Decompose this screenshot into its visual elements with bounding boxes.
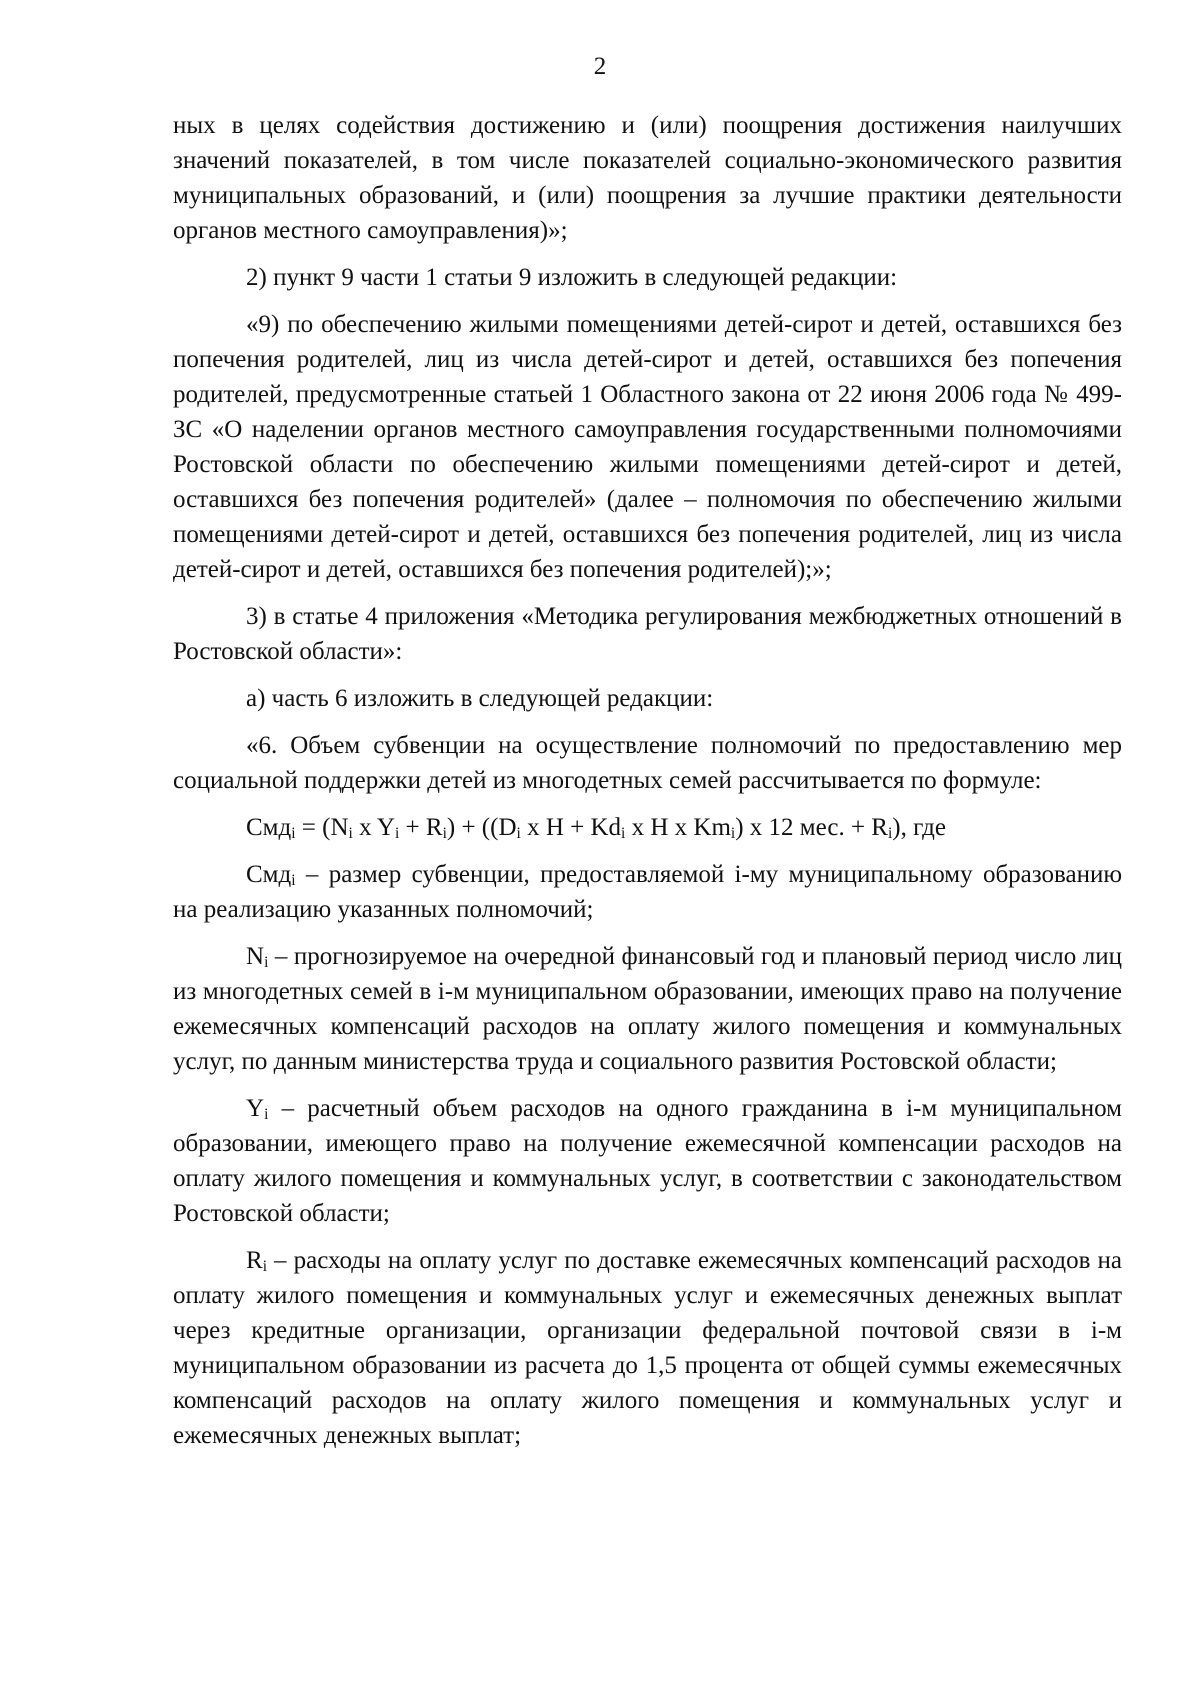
- paragraph: Смд$_i$ – размер субвенции, предоставляемой i-му муниципальному образованию на реализацию указанных полномочий;: [173, 861, 1122, 923]
- page-number: 2: [593, 53, 607, 80]
- paragraph: $N_i$ – прогнозируемое на очередной финансовый год и плановый период число лиц из многодетных семей в i-м муниципальном образовании, имеющих право на получение ежемесячных компенсаций расходов на оплату жилого помещения и коммунальных услуг, по данным министерства труда и социального развития Ростовской области;: [173, 943, 1122, 1075]
- paragraph: $R_i$ – расходы на оплату услуг по доставке ежемесячных компенсаций расходов на оплату жилого помещения и коммунальных услуг и ежемесячных денежных выплат через кредитные организации, организации федеральной почтовой связи в i-м муниципальном образовании из расчета до 1,5 процента от общей суммы ежемесячных компенсаций расходов на оплату жилого помещения и коммунальных услуг и ежемесячных денежных выплат;: [173, 1247, 1122, 1449]
- paragraph: «9) по обеспечению жилыми помещениями детей-сирот и детей, оставшихся без попечения родителей, лиц из числа детей-сирот и детей, оставшихся без попечения родителей, предусмотренные статьей 1 Областного закона от 22 июня 2006 года № 499-ЗС «О наделении органов местного самоуправления государственными полномочиями Ростовской области по обеспечению жилыми помещениями детей-сирот и детей, оставшихся без попечения родителей» (далее – полномочия по обеспечению жилыми помещениями детей-сирот и детей, оставшихся без попечения родителей, лиц из числа детей-сирот и детей, оставшихся без попечения родителей);»;: [173, 311, 1122, 583]
- paragraph: 2) пункт 9 части 1 статьи 9 изложить в следующей редакции:: [246, 264, 898, 291]
- paragraph: «6. Объем субвенции на осуществление полномочий по предоставлению мер социальной поддержки детей из многодетных семей рассчитывается по формуле:: [173, 732, 1122, 794]
- paragraph: $Y_i$ – расчетный объем расходов на одного гражданина в i-м муниципальном образовании, имеющего право на получение ежемесячной компенсации расходов на оплату жилого помещения и коммунальных услуг, в соответствии с законодательством Ростовской области;: [173, 1095, 1122, 1227]
- formula-line: $Смд_i = (N_i$ x $Y_i + R_i) + ((D_i$ x $H + Kd_i$ x H x $Km_i$) x 12 мес. + $R_i$), где: [246, 814, 946, 843]
- paragraph: а) часть 6 изложить в следующей редакции:: [246, 685, 714, 712]
- paragraph: 3) в статье 4 приложения «Методика регулирования межбюджетных отношений в Ростовской области»:: [173, 603, 1122, 665]
- document-body: [173, 108, 1122, 1465]
- paragraph: ных в целях содействия достижению и (или) поощрения достижения наилучших значений показателей, в том числе показателей социально-экономического развития муниципальных образований, и (или) поощрения за лучшие практики деятельности органов местного самоуправления)»;: [173, 112, 1122, 244]
